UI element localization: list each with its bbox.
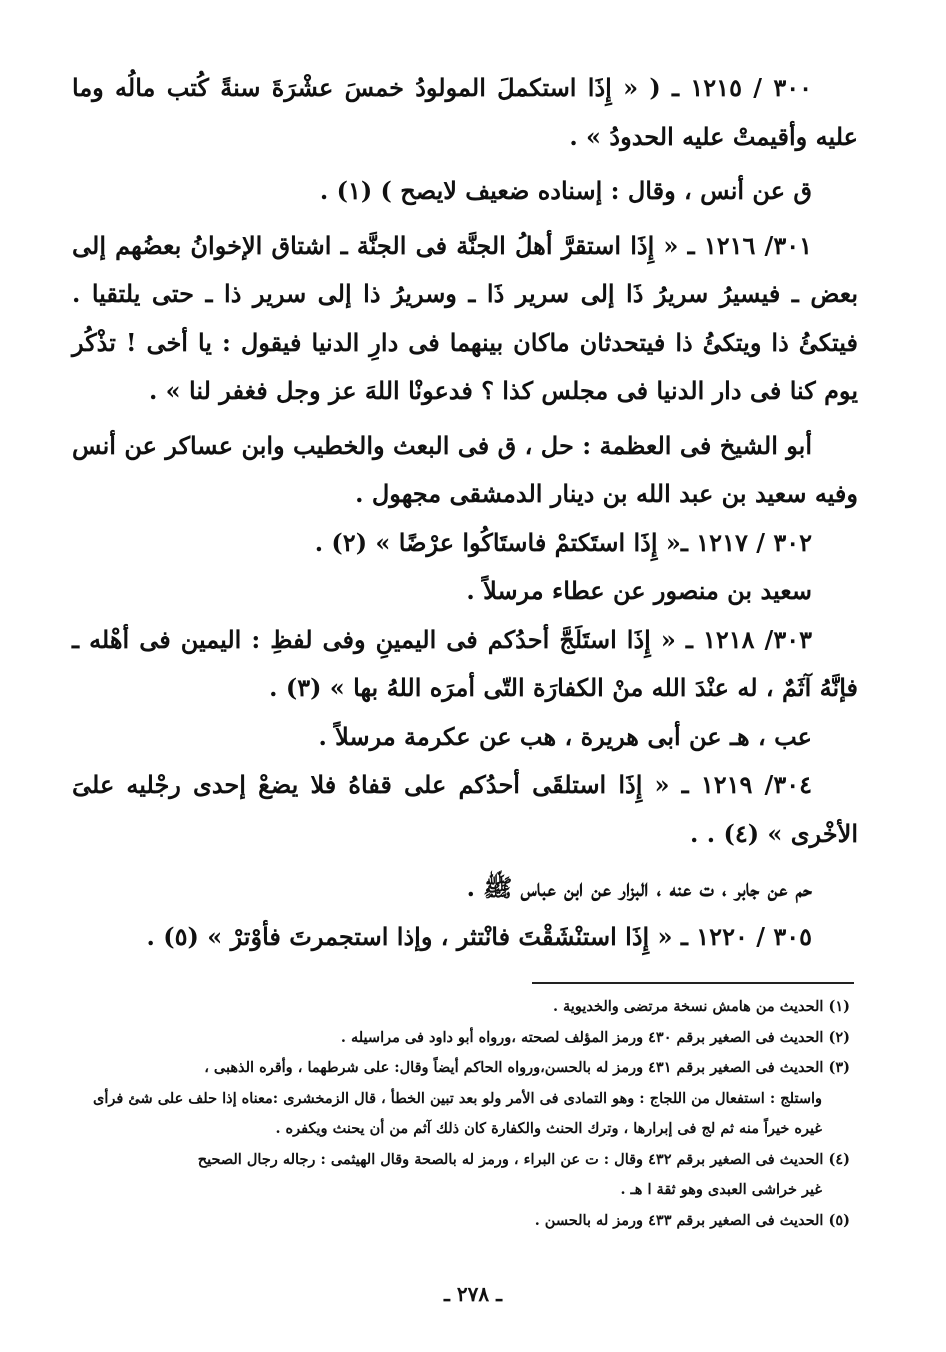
- footnote-2: (٢) الحديث فى الصغير برقم ٤٣٠ ورمز المؤلف لصحته ،ورواه أبو داود فى مراسيله .: [340, 1028, 850, 1046]
- hadith-1219: ٣٠٤/ ١٢١٩ ـ « إِذَا استلقَى أحدُكم على قفاهُ فلا يضعْ إحدى رجْليه علىَ الأخْرى » (٤) . .: [72, 770, 858, 848]
- source-1219: حم عن جابر ، ت عنه ، البزار عن ابن عباس ﷺ .: [466, 873, 812, 902]
- page-number: ـ ٢٧٨ ـ: [444, 1282, 502, 1306]
- footnote-3: [80, 1053, 850, 1145]
- main-text: [72, 64, 858, 961]
- footnote-3-continuation: واستلج : استفعال من اللجاج : وهو التمادى فى الأمر ولو بعد تبين الخطأ ، قال الزمخشرى :معناه إذا حلف على شئ فرأى غيره خيراً منه ثم لج فى إبرارها ، وترك الحنث والكفارة كان ذلك آثم من أن يحنث ويكفره .: [93, 1089, 822, 1137]
- source-1216: أبو الشيخ فى العظمة : حل ، ق فى البعث والخطيب وابن عساكر عن أنس وفيه سعيد بن عبد الله بن دينار الدمشقى مجهول .: [72, 430, 858, 508]
- footnote-5: (٥) الحديث فى الصغير برقم ٤٣٣ ورمز له بالحسن .: [534, 1211, 850, 1229]
- source-1218: عب ، هـ عن أبى هريرة ، هب عن عكرمة مرسلاً .: [318, 721, 812, 751]
- footnote-1: (١) الحديث من هامش نسخة مرتضى والخديوية .: [552, 998, 850, 1015]
- footnotes: [80, 992, 850, 1236]
- hadith-1217: ٣٠٢ / ١٢١٧ ـ« إِذَا استَكتمْ فاستَاكُوا عرْضًا » (٢) .: [314, 527, 812, 557]
- footnote-4: [80, 1145, 850, 1206]
- hadith-1216: ٣٠١/ ١٢١٦ ـ « إِذَا استقرَّ أهلُ الجنَّة فى الجنَّة ـ اشتاق الإخوانُ بعضُهم إلى بعض ـ فيسيرُ سريرُ ذَا إلى سرير ذَا ـ وسريرُ ذا إلى سرير ذا ـ حتى يلتقيا . فيتكئُ ذا ويتكئُ ذا فيتحدثان ماكان بينهما فى دارِ الدنيا فيقول : يا أخى ! تذْكُر يوم كنا فى دار الدنيا فى مجلس كذا ؟ فدعونْا اللهَ عز وجل فغفر لنا » .: [72, 230, 858, 405]
- footnote-divider: [532, 982, 854, 984]
- footnote-4-line1: (٤) الحديث فى الصغير برقم ٤٣٢ وقال : ت عن البراء ، ورمز له بالصحة وقال الهيثمى : رجاله رجال الصحيح: [197, 1150, 850, 1168]
- hadith-1220: ٣٠٥ / ١٢٢٠ ـ « إِذَا استنْشَقْتَ فانْتثر ، وإذا استجمرتَ فأوْترْ » (٥) .: [146, 921, 812, 951]
- hadith-1215: ٣٠٠ / ١٢١٥ ـ ( « إِذَا استكملَ المولودُ خمسَ عشْرَةَ سنةً كُتب مالُه وما عليه وأقيمتْ عليه الحدودُ » .: [72, 73, 858, 151]
- footnote-4-continuation: غير خراشى العبدى وهو ثقة ا هـ .: [620, 1181, 822, 1198]
- footnote-3-line1: (٣) الحديث فى الصغير برقم ٤٣١ ورمز له بالحسن،ورواه الحاكم أيضاً وقال: على شرطهما ، وأقره الذهبى ،: [204, 1059, 850, 1076]
- source-1217: سعيد بن منصور عن عطاء مرسلاً .: [466, 576, 812, 605]
- hadith-1218: ٣٠٣/ ١٢١٨ ـ « إِذَا استَلَجَّ أحدُكم فى اليمينِ وفى لفظِ : اليمين فى أهْله ـ فإنَّهُ آثَمٌ ، له عنْدَ الله منْ الكفارَة التّى أمرَه اللهُ بها » (٣) .: [72, 624, 858, 702]
- source-1215: ق عن أنس ، وقال : إسناده ضعيف لايصح ) (١) .: [319, 176, 812, 205]
